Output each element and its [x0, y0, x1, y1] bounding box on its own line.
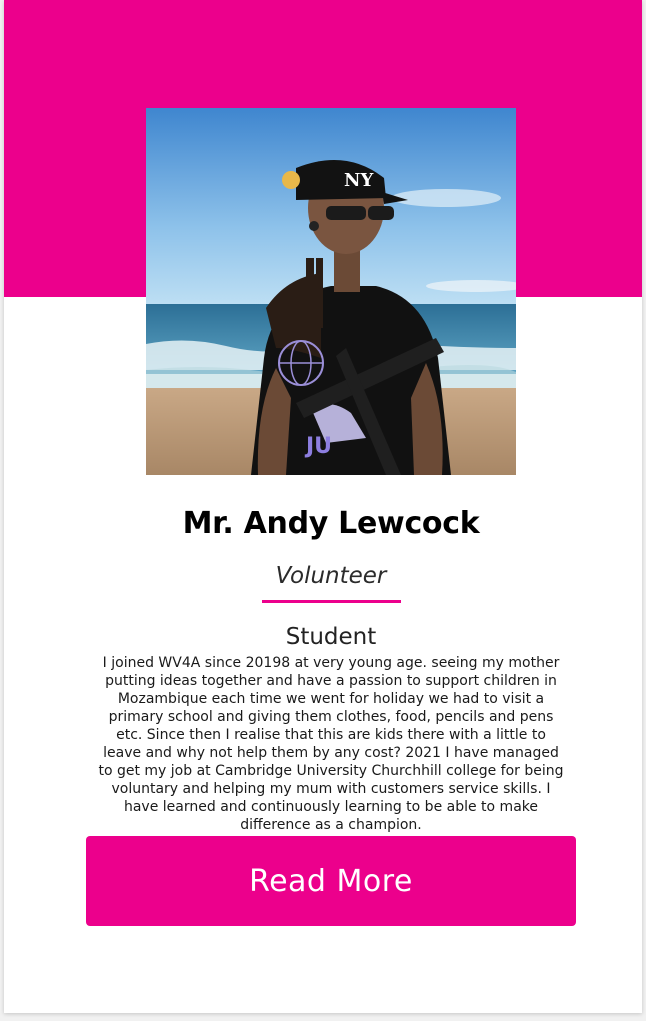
svg-text:NY: NY — [344, 170, 374, 191]
profile-name: Mr. Andy Lewcock — [182, 506, 480, 541]
profile-photo — [146, 108, 516, 475]
profile-bio: I joined WV4A since 20198 at very young age. seeing my mother putting ideas together and have a passion to support children in Mozambique each time we went for holiday we had to visit a primary school and giving them clothes, food, pencils and pens etc. Since then I realise that this are kids there with a little to leave and why not help them by any cost? 2021 I have managed to get my job at Cambridge University Churchhill college for being voluntary and helping my mum with customers service skills. I have learned and continuously learning to be able to make difference as a champion. — [98, 655, 564, 833]
role-underline — [262, 600, 401, 603]
svg-text:JU: JU — [306, 434, 333, 459]
profile-role: Volunteer — [275, 563, 387, 589]
read-more-button[interactable]: Read More — [86, 836, 576, 926]
profile-subtitle: Student — [285, 624, 377, 650]
profile-card — [4, 0, 642, 1013]
